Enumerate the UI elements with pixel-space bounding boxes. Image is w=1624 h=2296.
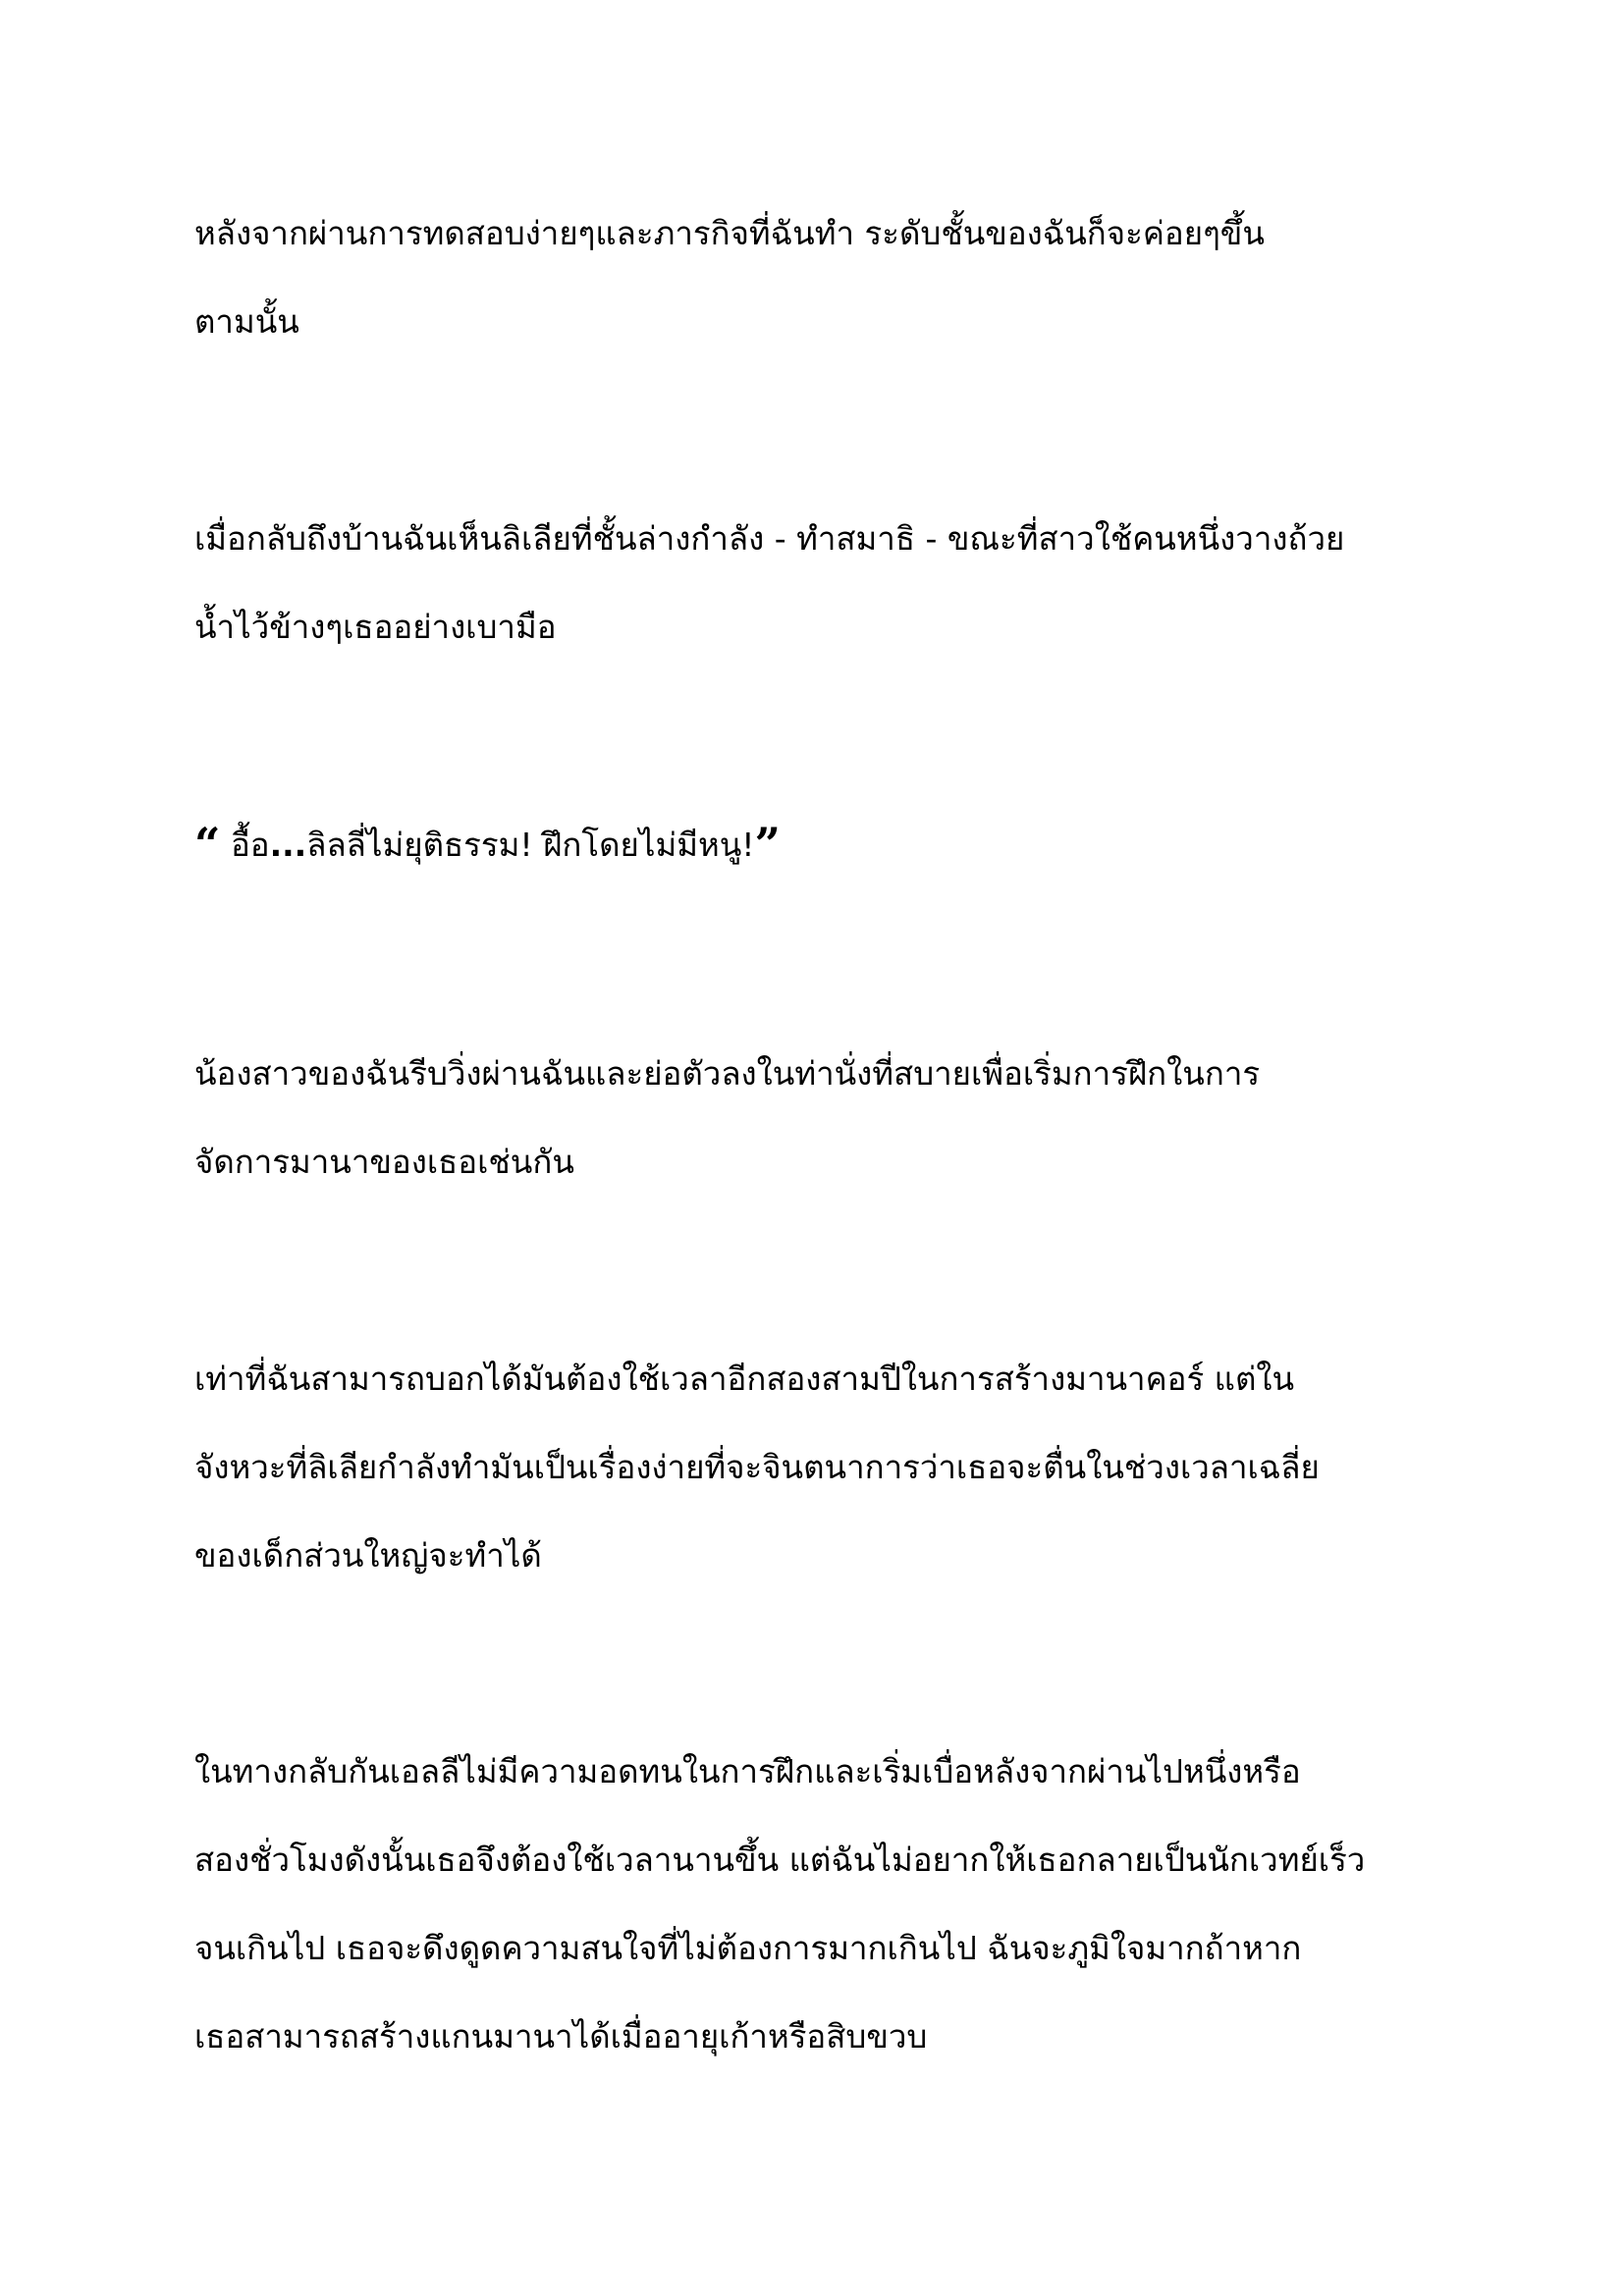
text-line: หลังจากผ่านการทดสอบง่ายๆและภารกิจที่ฉันทำ ระดับชั้นของฉันก็จะค่อยๆขึ้น bbox=[194, 214, 1265, 252]
text-line: ในทางกลับกันเอลลีไม่มีความอดทนในการฝึกและเริ่มเบื่อหลังจากผ่านไปหนึ่งหรือ bbox=[194, 1752, 1301, 1790]
close-quote-mark: ” bbox=[754, 818, 781, 871]
text-line: ของเด็กส่วนใหญ่จะทำได้ bbox=[194, 1536, 542, 1575]
text-line: เมื่อกลับถึงบ้านฉันเห็นลิเลียที่ชั้นล่างกำลัง - ทำสมาธิ - ขณะที่สาวใช้คนหนึ่งวางถ้วย bbox=[194, 519, 1345, 558]
dialogue-lead: อื้อ bbox=[220, 826, 270, 864]
text-line: สองชั่วโมงดังนั้นเธอจึงต้องใช้เวลานานขึ้น แต่ฉันไม่อยากให้เธอกลายเป็นนักเวทย์เร็ว bbox=[194, 1841, 1366, 1879]
paragraph-4 bbox=[194, 1030, 1471, 1206]
text-line: น้องสาวของฉันรีบวิ่งผ่านฉันและย่อตัวลงในท่านั่งที่สบายเพื่อเริ่มการฝึกในการ bbox=[194, 1054, 1261, 1093]
text-line: น้ำไว้ข้างๆเธออย่างเบามือ bbox=[194, 608, 557, 646]
text-line: เท่าที่ฉันสามารถบอกได้มันต้องใช้เวลาอีกสองสามปีในการสร้างมานาคอร์ แต่ใน bbox=[194, 1360, 1295, 1398]
paragraph-1 bbox=[194, 189, 1471, 366]
paragraph-3-dialogue bbox=[194, 800, 1471, 888]
dialogue-ellipsis: ... bbox=[269, 826, 307, 864]
dialogue-body: ลิลลี่ไม่ยุติธรรม! ฝึกโดยไม่มีหนู! bbox=[306, 826, 755, 864]
text-line: จัดการมานาของเธอเช่นกัน bbox=[194, 1143, 574, 1181]
paragraph-2 bbox=[194, 495, 1471, 671]
open-quote-mark: “ bbox=[194, 818, 221, 871]
text-line: ตามนั้น bbox=[194, 302, 299, 341]
text-line: เธอสามารถสร้างแกนมานาได้เมื่ออายุเก้าหรือสิบขวบ bbox=[194, 2017, 928, 2056]
paragraph-5 bbox=[194, 1335, 1471, 1600]
text-line: จังหวะที่ลิเลียกำลังทำมันเป็นเรื่องง่ายที่จะจินตนาการว่าเธอจะตื่นในช่วงเวลาเฉลี่ย bbox=[194, 1448, 1320, 1486]
text-line: จนเกินไป เธอจะดึงดูดความสนใจที่ไม่ต้องการมากเกินไป ฉันจะภูมิใจมากถ้าหาก bbox=[194, 1929, 1302, 1967]
dialogue-line bbox=[194, 800, 1471, 888]
paragraph-6 bbox=[194, 1728, 1471, 2081]
